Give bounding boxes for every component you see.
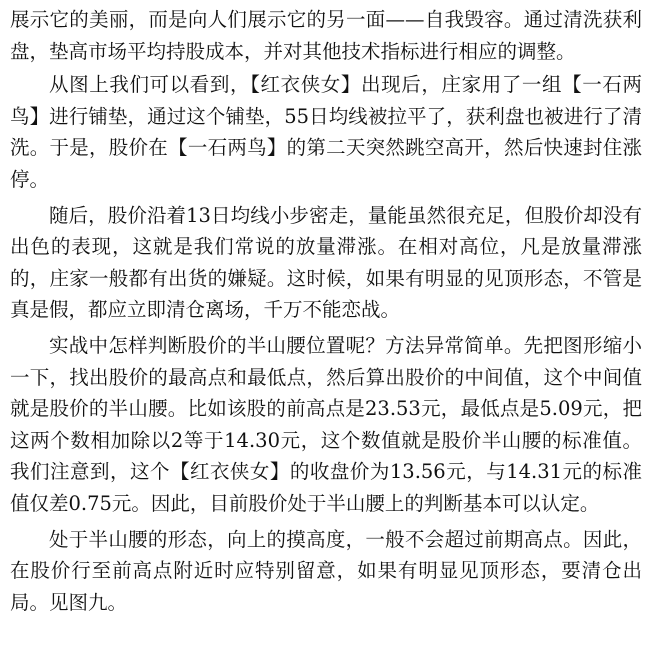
- document-page: [10, 4, 642, 622]
- paragraph-halfway-position: 实战中怎样判断股价的半山腰位置呢？方法异常简单。先把图形缩小一下，找出股价的最高点和最低点，然后算出股价的中间值，这个中间值就是股价的半山腰。比如该股的前高点是23.53元，最低点是5.09元，把这两个数相加除以2等于14.30元，这个数值就是股价半山腰的标准值。我们注意到，这个【红衣侠女】的收盘价为13.56元，与14.31元的标准值仅差0.75元。因此，目前股价处于半山腰上的判断基本可以认定。: [10, 333, 642, 515]
- paragraph-volume-stagnation: 随后，股价沿着13日均线小步密走，量能虽然很充足，但股价却没有出色的表现，这就是我们常说的放量滞涨。在相对高位，凡是放量滞涨的，庄家一般都有出货的嫌疑。这时候，如果有明显的见顶形态，不管是真是假，都应立即清仓离场，千万不能恋战。: [10, 203, 642, 322]
- paragraph-red-lady-pattern: 从图上我们可以看到，【红衣侠女】出现后，庄家用了一组【一石两鸟】进行铺垫，通过这个铺垫，55日均线被拉平了，获利盘也被进行了清洗。于是，股价在【一石两鸟】的第二天突然跳空高开，然后快速封住涨停。: [10, 73, 642, 191]
- paragraph-continuation: 展示它的美丽，而是向人们展示它的另一面——自我毁容。通过清洗获利盘，垫高市场平均持股成本，并对其他技术指标进行相应的调整。: [10, 8, 642, 63]
- paragraph-halfway-conclusion: 处于半山腰的形态，向上的摸高度，一般不会超过前期高点。因此，在股价行至前高点附近时应特别留意，如果有明显见顶形态，要清仓出局。见图九。: [10, 527, 642, 614]
